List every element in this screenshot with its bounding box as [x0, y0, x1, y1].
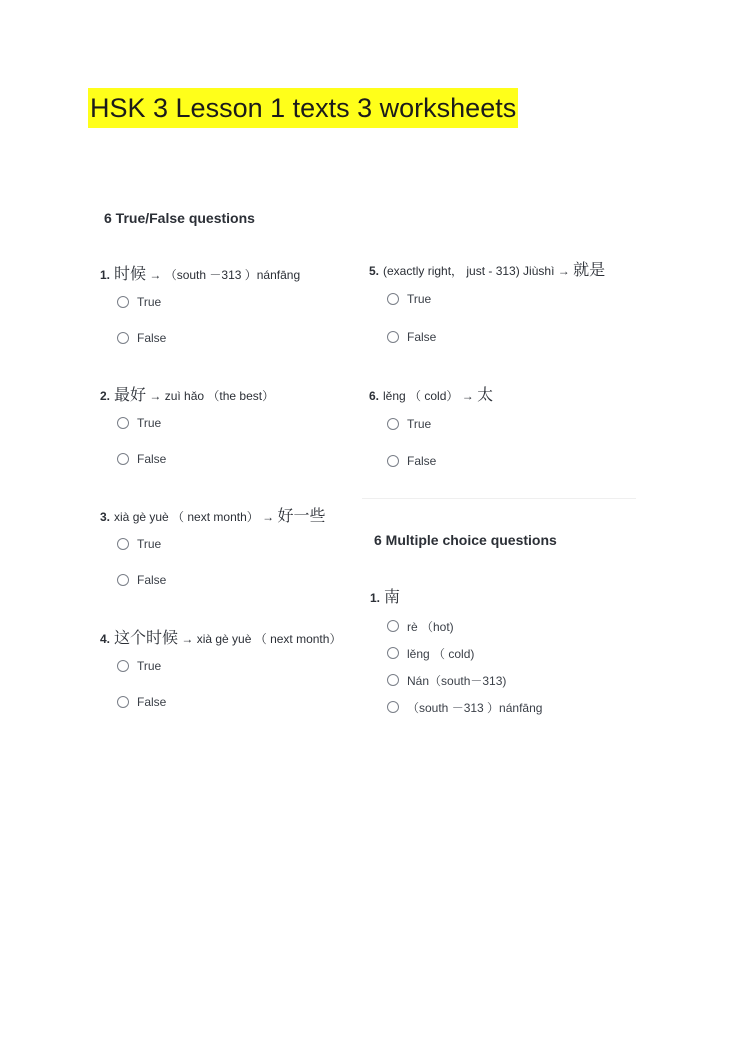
question-hanzi: 就是 — [573, 260, 606, 279]
tf-q4-option-false[interactable] — [117, 693, 166, 711]
radio-button[interactable] — [117, 296, 129, 308]
multiple-choice-heading: 6 Multiple choice questions — [374, 532, 557, 548]
question-hanzi: 南 — [384, 587, 401, 606]
tf-q2-option-false[interactable] — [117, 450, 166, 468]
tf-question-4 — [100, 625, 341, 648]
tf-question-6 — [369, 382, 493, 405]
mc-question-1 — [370, 584, 400, 607]
radio-button[interactable] — [387, 647, 399, 659]
option-label: False — [137, 452, 167, 466]
radio-button[interactable] — [117, 453, 129, 465]
radio-button[interactable] — [117, 574, 129, 586]
section-divider — [362, 498, 636, 499]
option-label: True — [407, 292, 432, 306]
radio-button[interactable] — [387, 331, 399, 343]
tf-q1-option-false[interactable] — [117, 329, 166, 347]
question-hanzi: 最好 — [114, 385, 147, 404]
option-label: False — [137, 695, 167, 709]
radio-button[interactable] — [387, 620, 399, 632]
question-hanzi: 时候 — [114, 264, 147, 283]
option-label: True — [137, 416, 162, 430]
tf-q6-option-true[interactable] — [387, 415, 431, 433]
option-label: （south －313 ）nánfāng — [407, 700, 543, 715]
option-label: True — [137, 537, 162, 551]
question-text: (exactly right， just - 313) Jiùshì → — [383, 264, 574, 278]
tf-question-3 — [100, 503, 325, 526]
option-label: False — [137, 331, 167, 345]
question-number: 4. — [100, 632, 111, 646]
mc-option-4[interactable] — [387, 698, 542, 716]
question-number: 5. — [369, 264, 380, 278]
question-number: 2. — [100, 389, 111, 403]
mc-option-3[interactable] — [387, 671, 506, 689]
question-number: 6. — [369, 389, 380, 403]
option-label: True — [137, 295, 162, 309]
tf-q5-option-false[interactable] — [387, 328, 436, 346]
radio-button[interactable] — [387, 455, 399, 467]
radio-button[interactable] — [117, 332, 129, 344]
question-hanzi: 好一些 — [277, 506, 326, 525]
option-label: False — [407, 454, 437, 468]
radio-button[interactable] — [117, 538, 129, 550]
tf-q6-option-false[interactable] — [387, 452, 436, 470]
question-hanzi: 太 — [477, 385, 494, 404]
question-hanzi: 这个时候 — [114, 628, 179, 647]
question-number: 1. — [100, 268, 111, 282]
option-label: False — [407, 330, 437, 344]
tf-q5-option-true[interactable] — [387, 290, 431, 308]
mc-option-1[interactable] — [387, 617, 454, 635]
tf-question-1 — [100, 261, 300, 284]
tf-question-2 — [100, 382, 274, 405]
tf-q3-option-false[interactable] — [117, 571, 166, 589]
radio-button[interactable] — [117, 660, 129, 672]
option-label: lěng （ cold) — [407, 646, 475, 661]
radio-button[interactable] — [387, 293, 399, 305]
tf-question-5 — [369, 257, 605, 280]
question-text: → （south －313 ）nánfāng — [146, 268, 301, 282]
question-number: 3. — [100, 510, 111, 524]
tf-q1-option-true[interactable] — [117, 293, 161, 311]
tf-q2-option-true[interactable] — [117, 414, 161, 432]
question-text: lěng （ cold） → — [383, 389, 478, 403]
question-number: 1. — [370, 591, 381, 605]
true-false-heading: 6 True/False questions — [104, 210, 255, 226]
option-label: True — [407, 417, 432, 431]
radio-button[interactable] — [387, 701, 399, 713]
radio-button[interactable] — [117, 417, 129, 429]
question-text: xià gè yuè （ next month） → — [114, 510, 278, 524]
page-title: HSK 3 Lesson 1 texts 3 worksheets — [88, 88, 518, 128]
question-text: → xià gè yuè （ next month） — [178, 632, 342, 646]
radio-button[interactable] — [117, 696, 129, 708]
tf-q3-option-true[interactable] — [117, 535, 161, 553]
option-label: True — [137, 659, 162, 673]
mc-option-2[interactable] — [387, 644, 474, 662]
option-label: Nán（south－313) — [407, 673, 507, 688]
question-text: → zuì hǎo （the best） — [146, 389, 275, 403]
tf-q4-option-true[interactable] — [117, 657, 161, 675]
radio-button[interactable] — [387, 674, 399, 686]
radio-button[interactable] — [387, 418, 399, 430]
option-label: rè （hot) — [407, 619, 454, 634]
option-label: False — [137, 573, 167, 587]
